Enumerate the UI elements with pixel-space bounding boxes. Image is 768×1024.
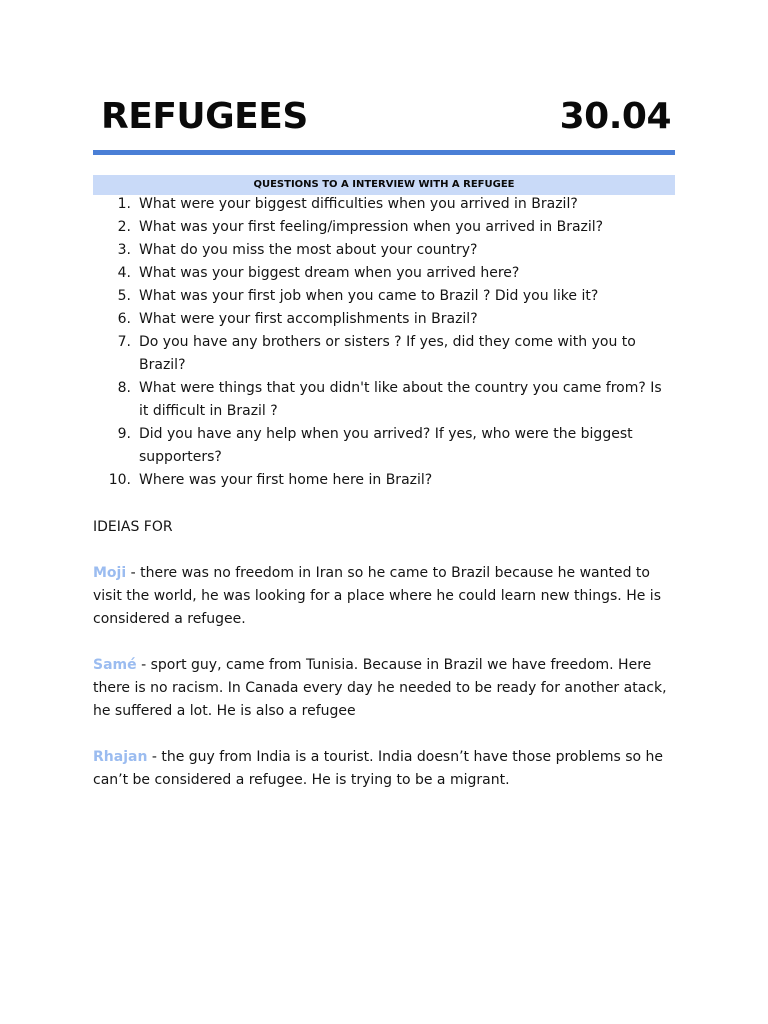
idea-text: - the guy from India is a tourist. India doesn’t have those problems so he can’t be considered a refugee. He is trying to be a migrant. <box>93 749 664 788</box>
list-item <box>93 262 675 285</box>
idea-text: - there was no freedom in Iran so he came to Brazil because he wanted to visit the world, he was looking for a place where he could learn new things. He is considered a refugee. <box>93 565 661 627</box>
list-item-text: Where was your first home here in Brazil? <box>139 472 433 488</box>
list-item-number: 3. <box>117 242 131 258</box>
person-name: Rhajan <box>93 749 148 765</box>
header-divider <box>93 150 675 155</box>
list-item-number: 4. <box>117 265 131 281</box>
list-item-text: What were your first accomplishments in Brazil? <box>139 311 478 327</box>
list-item <box>93 216 675 239</box>
list-item-number: 1. <box>117 196 131 212</box>
document-title: REFUGEES <box>101 96 308 137</box>
list-item-text: What were your biggest difficulties when you arrived in Brazil? <box>139 196 578 212</box>
list-item <box>93 239 675 262</box>
list-item-number: 6. <box>117 311 131 327</box>
document-header <box>93 92 675 142</box>
list-item-number: 2. <box>117 219 131 235</box>
list-item <box>93 308 675 331</box>
list-item-text: What was your first feeling/impression when you arrived in Brazil? <box>139 219 604 235</box>
list-item <box>93 331 675 377</box>
idea-paragraph-moji <box>93 562 675 631</box>
list-item-number: 7. <box>117 334 131 350</box>
list-item-number: 8. <box>117 380 131 396</box>
person-name: Moji <box>93 565 127 581</box>
list-item-text: What were things that you didn't like about the country you came from? Is it difficult in Brazil ? <box>139 380 662 419</box>
person-name: Samé <box>93 657 137 673</box>
list-item <box>93 377 675 423</box>
section-heading-bar: QUESTIONS TO A INTERVIEW WITH A REFUGEE <box>93 175 675 195</box>
list-item-number: 9. <box>117 426 131 442</box>
list-item <box>93 423 675 469</box>
list-item-number: 10. <box>108 472 131 488</box>
list-item-text: What was your biggest dream when you arrived here? <box>139 265 520 281</box>
list-item <box>93 193 675 216</box>
idea-paragraph-rhajan <box>93 746 675 792</box>
list-item-text: What was your first job when you came to Brazil ? Did you like it? <box>139 288 599 304</box>
list-item-text: Did you have any help when you arrived? If yes, who were the biggest supporters? <box>139 426 633 465</box>
list-item <box>93 285 675 308</box>
list-item-text: Do you have any brothers or sisters ? If yes, did they come with you to Brazil? <box>139 334 636 373</box>
list-item-number: 5. <box>117 288 131 304</box>
list-item <box>93 469 675 492</box>
ideas-heading: IDEIAS FOR <box>93 519 173 535</box>
question-list <box>93 193 675 492</box>
idea-text: - sport guy, came from Tunisia. Because in Brazil we have freedom. Here there is no racism. In Canada every day he needed to be ready for another atack, he suffered a lot. He is also a refugee <box>93 657 667 719</box>
list-item-text: What do you miss the most about your country? <box>139 242 478 258</box>
document-date: 30.04 <box>559 96 671 137</box>
idea-paragraph-same <box>93 654 675 723</box>
